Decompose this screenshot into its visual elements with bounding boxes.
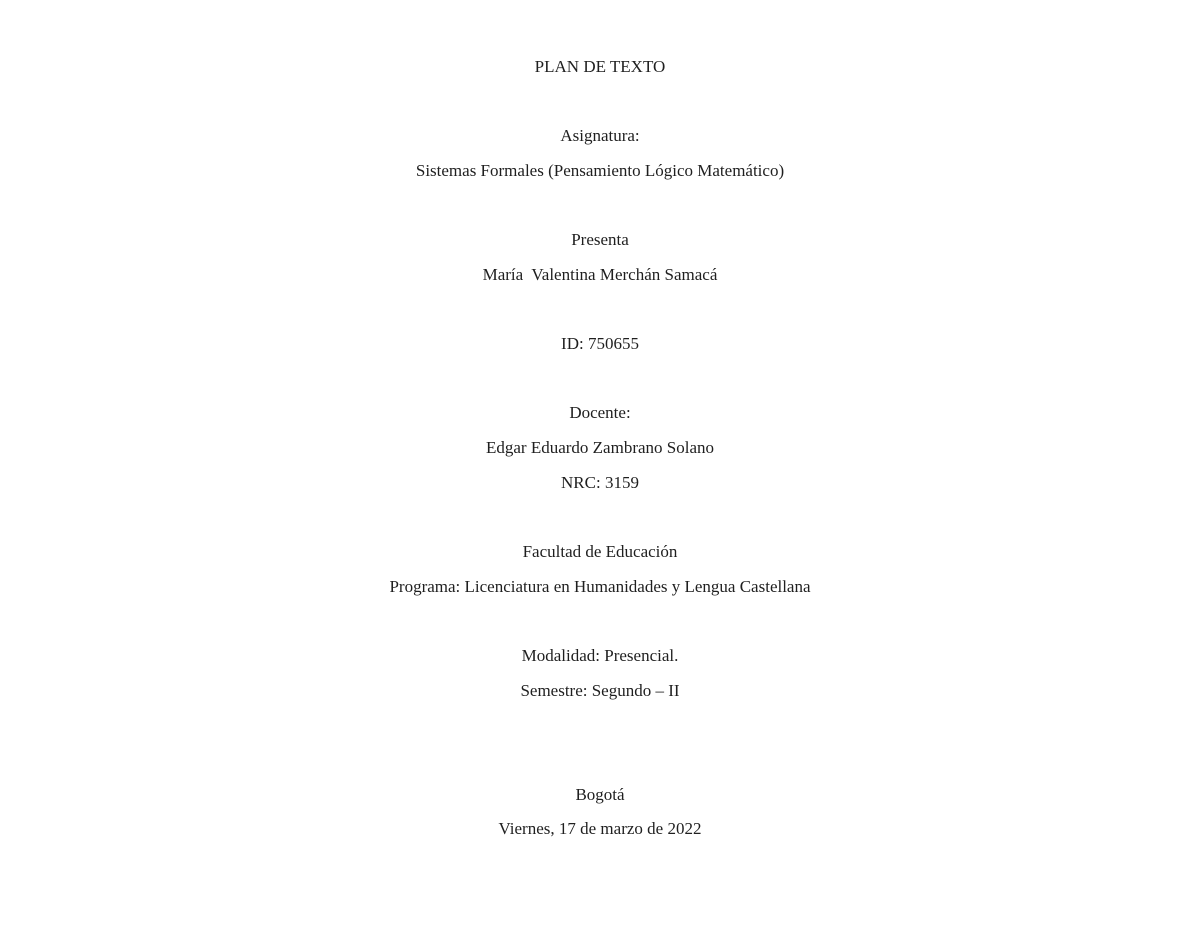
subject-label: Asignatura: bbox=[560, 126, 640, 145]
nrc-code: NRC: 3159 bbox=[561, 473, 639, 492]
program: Programa: Licenciatura en Humanidades y Lengua Castellana bbox=[389, 577, 811, 596]
teacher-label: Docente: bbox=[569, 403, 631, 422]
faculty: Facultad de Educación bbox=[522, 542, 678, 561]
presenter-label: Presenta bbox=[571, 230, 629, 249]
student-id: ID: 750655 bbox=[561, 334, 639, 353]
subject-value: Sistemas Formales (Pensamiento Lógico Matemático) bbox=[415, 161, 785, 180]
modality: Modalidad: Presencial. bbox=[521, 646, 679, 665]
document-title: PLAN DE TEXTO bbox=[534, 57, 666, 76]
presenter-name: María Valentina Merchán Samacá bbox=[482, 265, 718, 284]
teacher-name: Edgar Eduardo Zambrano Solano bbox=[485, 438, 714, 457]
semester: Semestre: Segundo – II bbox=[520, 681, 680, 700]
city: Bogotá bbox=[575, 785, 625, 804]
date: Viernes, 17 de marzo de 2022 bbox=[498, 819, 702, 838]
